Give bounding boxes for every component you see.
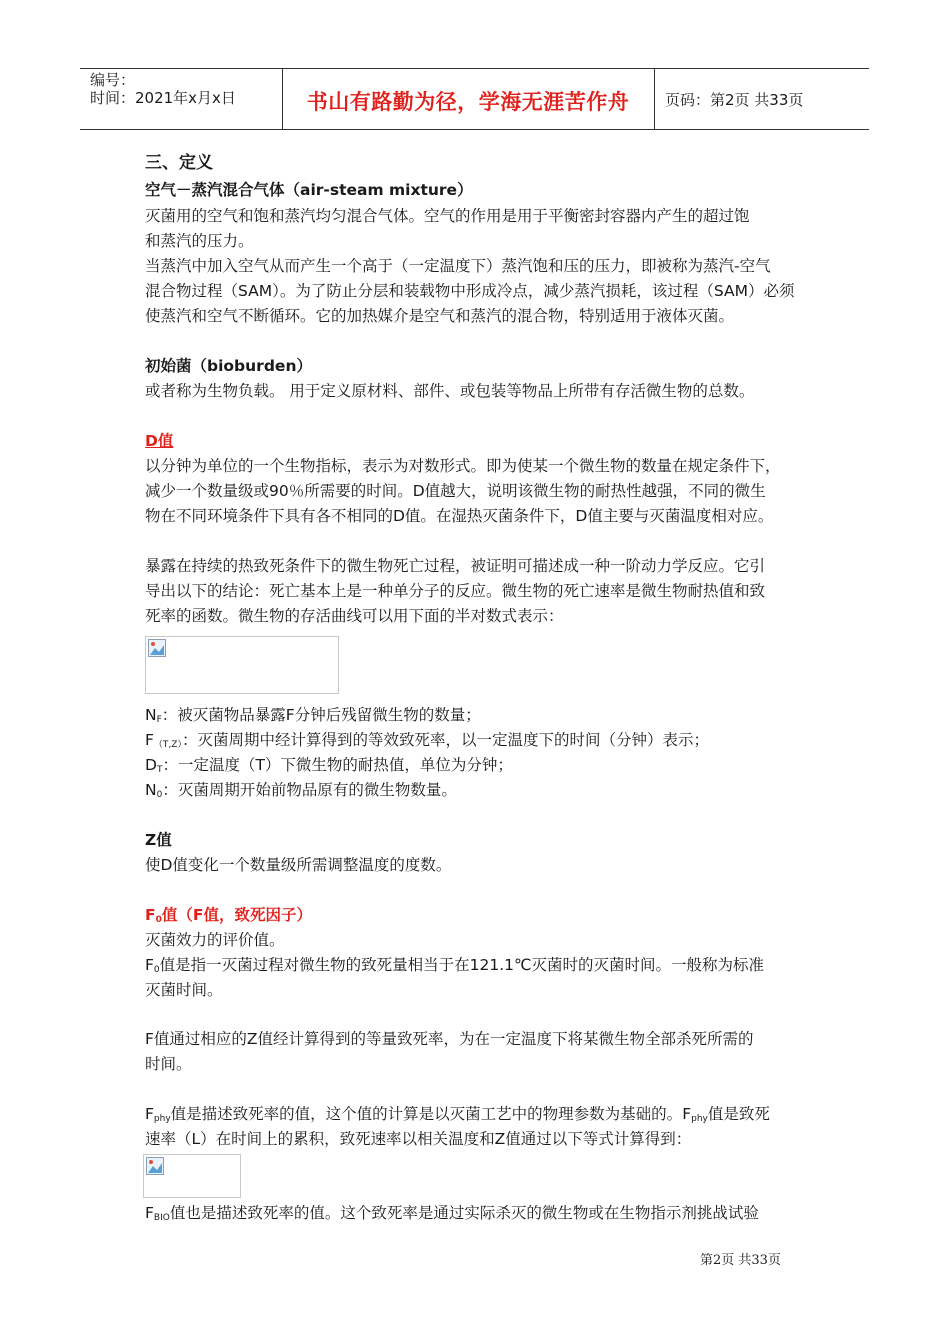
zvalue-p1: 使D值变化一个数量级所需调整温度的度数。 — [145, 856, 452, 874]
sam-p2-line1: 当蒸汽中加入空气从而产生一个高于（一定温度下）蒸汽饱和压的压力，即被称为蒸汽-空气 — [145, 257, 771, 275]
f0-p1: 灭菌效力的评价值。 — [145, 931, 285, 949]
def-n0: $N_0$：灭菌周期开始前物品原有的微生物数量。 — [145, 781, 457, 800]
def-nf: $N_F$：被灭菌物品暴露F分钟后残留微生物的数量； — [145, 706, 481, 725]
date-label: 时间：2021年x月x日 — [90, 89, 236, 107]
broken-image-icon — [148, 639, 166, 657]
def-dt: $D_T$：一定温度（T）下微生物的耐热值，单位为分钟； — [145, 756, 513, 775]
f0-heading: $F_0$值（F值，致死因子） — [145, 906, 312, 925]
header-page-cell — [655, 69, 869, 129]
dvalue-p2-line1: 暴露在持续的热致死条件下的微生物死亡过程，被证明可描述成一种一阶动力学反应。它引 — [145, 557, 766, 575]
sam-p1-line2: 和蒸汽的压力。 — [145, 232, 254, 250]
section-title: 三、定义 — [145, 153, 213, 173]
broken-image-icon — [146, 1157, 164, 1175]
dvalue-heading: D值 — [145, 432, 174, 450]
f0-p2-line2: 灭菌时间。 — [145, 981, 223, 999]
fphy-line2: 速率（L）在时间上的累积，致死速率以相关温度和Z值通过以下等式计算得到： — [145, 1130, 692, 1148]
sam-p2-line3: 使蒸汽和空气不断循环。它的加热媒介是空气和蒸汽的混合物，特别适用于液体灭菌。 — [145, 307, 735, 325]
bioburden-heading: 初始菌（bioburden） — [145, 357, 312, 375]
lethality-formula-image — [143, 1154, 241, 1198]
f0-p2-line1: $F_0$值是指一灭菌过程对微生物的致死量相当于在121.1℃灭菌时的灭菌时间。一般称为标准 — [145, 956, 764, 975]
dvalue-p1-line2: 减少一个数量级或90％所需要的时间。D值越大，说明该微生物的耐热性越强，不同的微生 — [145, 482, 766, 500]
page-number-label: 页码：第2页 共33页 — [665, 91, 804, 109]
dvalue-p1-line1: 以分钟为单位的一个生物指标，表示为对数形式。即为使某一个微生物的数量在规定条件下， — [145, 457, 781, 475]
sam-p2-line2: 混合物过程（SAM）。为了防止分层和装载物中形成冷点，减少蒸汽损耗，该过程（SAM）必须 — [145, 282, 795, 300]
sam-p1-line1: 灭菌用的空气和饱和蒸汽均匀混合气体。空气的作用是用于平衡密封容器内产生的超过饱 — [145, 207, 750, 225]
fphy-line1: $F_{phy}$值是描述致死率的值，这个值的计算是以灭菌工艺中的物理参数为基础的。$F_{phy}$值是致死 — [145, 1105, 770, 1124]
def-ftz: $F_{(T,Z)}$：灭菌周期中经计算得到的等效致死率，以一定温度下的时间（分钟）表示； — [145, 731, 709, 750]
code-label: 编号： — [90, 71, 136, 89]
header-meta-cell — [80, 69, 283, 129]
motto: 书山有路勤为径，学海无涯苦作舟 — [306, 90, 630, 114]
dvalue-p1-line3: 物在不同环境条件下具有各不相同的D值。在湿热灭菌条件下，D值主要与灭菌温度相对应。 — [145, 507, 774, 525]
page-header — [80, 68, 869, 130]
page-footer: 第2页 共33页 — [700, 1253, 781, 1268]
f0-p3-line2: 时间。 — [145, 1055, 192, 1073]
fbio-line1: $F_{BIO}$值也是描述致死率的值。这个致死率是通过实际杀灭的微生物或在生物指示剂挑战试验 — [145, 1204, 759, 1223]
bioburden-p1: 或者称为生物负载。 用于定义原材料、部件、或包装等物品上所带有存活微生物的总数。 — [145, 382, 755, 400]
dvalue-p2-line2: 导出以下的结论：死亡基本上是一种单分子的反应。微生物的死亡速率是微生物耐热值和致 — [145, 582, 766, 600]
f0-p3-line1: F值通过相应的Z值经计算得到的等量致死率，为在一定温度下将某微生物全部杀死所需的 — [145, 1030, 754, 1048]
zvalue-heading: Z值 — [145, 831, 172, 849]
header-motto-cell — [282, 69, 655, 129]
dvalue-p2-line3: 死率的函数。微生物的存活曲线可以用下面的半对数式表示： — [145, 607, 564, 625]
sam-heading: 空气－蒸汽混合气体（air-steam mixture） — [145, 181, 473, 199]
formula-image — [145, 636, 339, 694]
